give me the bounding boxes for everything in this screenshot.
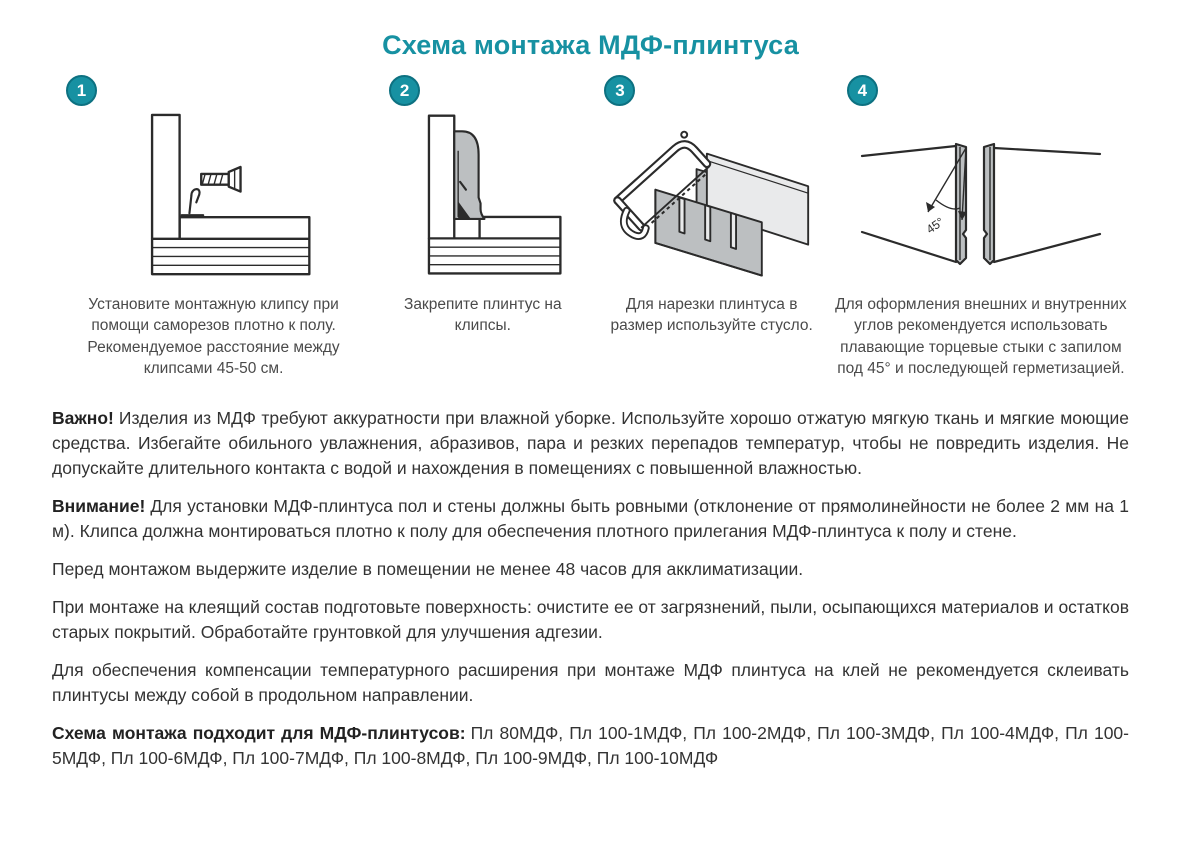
plinth-on-clip-illustration-icon [390, 111, 575, 283]
right-plinth-end [984, 144, 1100, 264]
floor-surface [179, 217, 309, 239]
paragraph-lead: Важно! [52, 407, 114, 428]
step-3 [590, 75, 832, 337]
step-3-badge: 3 [604, 75, 635, 106]
paragraph-compatible-models [52, 721, 1129, 771]
step-4-caption: Для оформления внешних и внутренних углов рекомендуется использовать плавающие торцевые стыки с запилом под 45° и последующей герметизацией. [835, 296, 1127, 378]
step-3-caption: Для нарезки плинтуса в размер используйте стусло. [610, 296, 813, 335]
step-2-badge: 2 [389, 75, 420, 106]
instruction-page [0, 30, 1181, 771]
step-4-illustration [833, 108, 1129, 286]
wall [429, 116, 454, 239]
paragraph-text: Изделия из МДФ требуют аккуратности при влажной уборке. Используйте хорошо отжатую мягкую ткань и мягкие моющие средства. Избегайте обильного увлажнения, абразивов, пара и резких перепадов температур, чтобы не повредить изделия. Не допускайте длительного контакта с водой и нахождения в помещениях с повышенной влажностью. [52, 407, 1129, 478]
paragraph-expansion [52, 658, 1129, 708]
page-title: Схема монтажа МДФ-плинтуса [382, 30, 799, 60]
paragraph-text: Для установки МДФ-плинтуса пол и стены должны быть ровными (отклонение от прямолинейности не более 2 мм на 1 м). Клипса должна монтироваться плотно к полу для обеспечения плотного прилегания МДФ-плинтуса к полу и стене. [52, 495, 1129, 541]
screw-icon [201, 167, 240, 192]
paragraph-lead: Внимание! [52, 495, 146, 516]
wall [152, 115, 180, 239]
step-2-illustration [375, 108, 590, 286]
paragraph-text: Перед монтажом выдержите изделие в помещении не менее 48 часов для акклиматизации. [52, 558, 804, 579]
miter-box-icon [656, 154, 809, 276]
step-4-badge: 4 [847, 75, 878, 106]
step-1-badge: 1 [66, 75, 97, 106]
body-text [52, 406, 1129, 771]
paragraph-important [52, 406, 1129, 481]
step-1-illustration [52, 108, 375, 286]
corner-joint-illustration-icon [856, 111, 1106, 283]
installation-steps [52, 75, 1129, 380]
step-2-caption: Закрепите плинтус на клипсы. [403, 296, 562, 335]
clip-screw-illustration-icon [99, 111, 329, 283]
paragraph-acclimatization [52, 557, 1129, 582]
step-2 [375, 75, 590, 337]
miter-box-illustration-icon [590, 109, 832, 285]
paragraph-lead: Схема монтажа подходит для МДФ-плинтусов: [52, 722, 466, 743]
angle-45-label: 45° [923, 214, 947, 237]
paragraph-text: Пл 80МДФ, Пл 100-1МДФ, Пл 100-2МДФ, Пл 100-3МДФ, Пл 100-4МДФ, Пл 100-5МДФ, Пл 100-6МДФ, Пл 100-7МДФ, Пл 100-8МДФ, Пл 100-9МДФ, Пл 100-10МДФ [52, 722, 1129, 768]
mounting-clip-icon [181, 189, 203, 215]
floor-surface [480, 217, 561, 238]
paragraph-attention [52, 494, 1129, 544]
paragraph-glue-surface [52, 595, 1129, 645]
step-1-caption: Установите монтажную клипсу при помощи саморезов плотно к полу. Рекомендуемое расстояние между клипсами 45-50 см. [87, 296, 340, 378]
left-plinth-end [862, 144, 966, 264]
paragraph-text: Для обеспечения компенсации температурного расширения при монтаже МДФ плинтуса на клей не рекомендуется склеивать плинтусы между собой в продольном направлении. [52, 659, 1129, 705]
paragraph-text: При монтаже на клеящий состав подготовьте поверхность: очистите ее от загрязнений, пыли, осыпающихся материалов и остатков старых покрытий. Обработайте грунтовкой для улучшения адгезии. [52, 596, 1129, 642]
step-4 [833, 75, 1129, 380]
step-1 [52, 75, 375, 380]
step-3-illustration [590, 108, 832, 286]
plinth-profile-icon [455, 131, 485, 219]
